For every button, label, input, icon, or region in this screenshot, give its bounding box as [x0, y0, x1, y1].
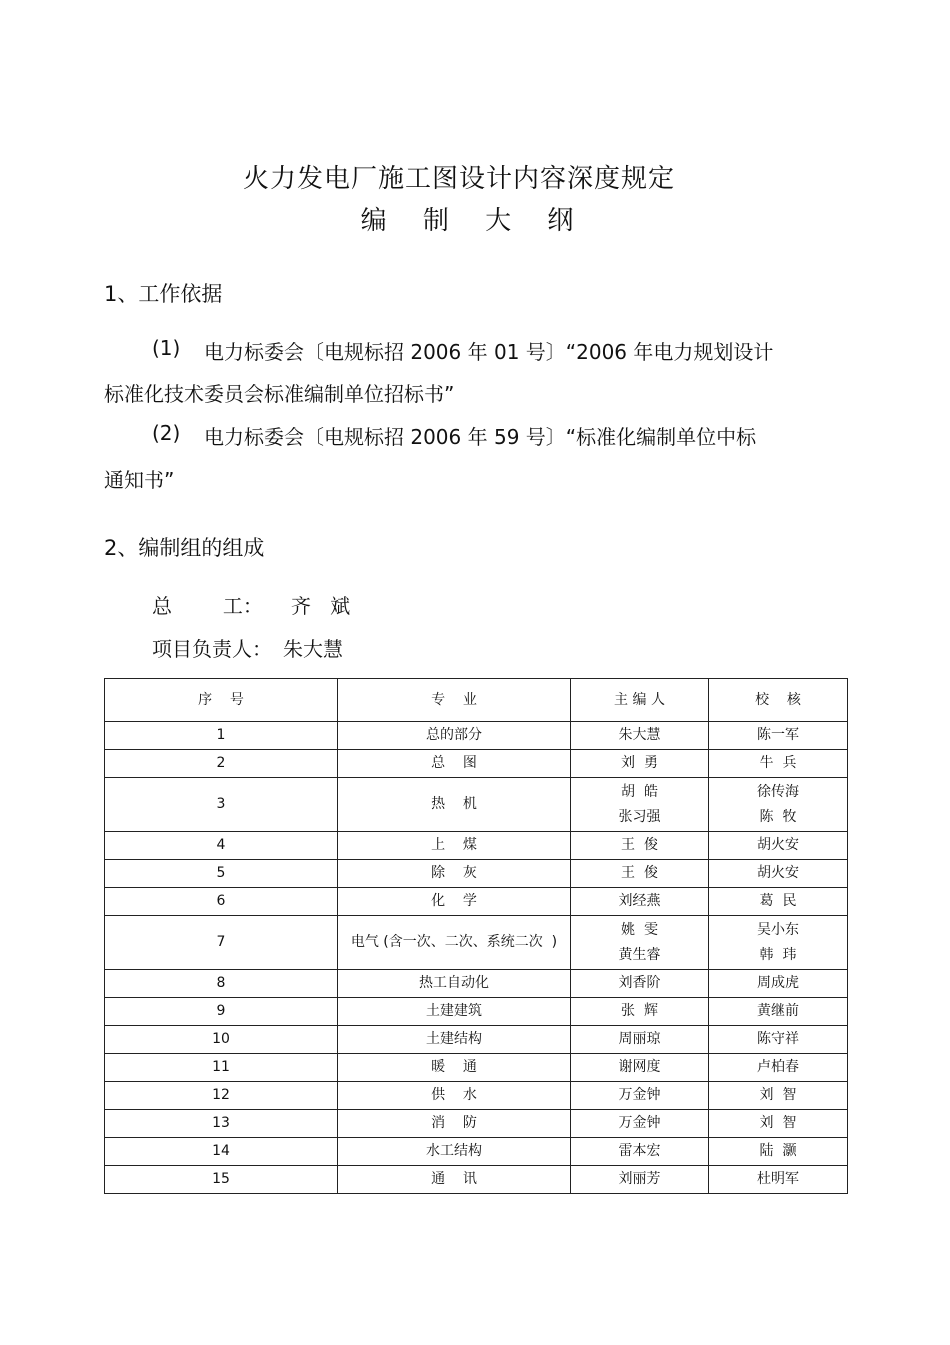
reviewer-name: 陈 牧 [759, 808, 797, 825]
row-chief-editor [571, 1082, 709, 1110]
editor-name: 刘经燕 [618, 893, 661, 910]
header-number: 序 号 [105, 679, 338, 722]
reviewer-name: 黄继前 [757, 1003, 799, 1020]
editor-name: 朱大慧 [618, 727, 661, 744]
reviewer-name: 陆 灏 [759, 1143, 797, 1160]
row-specialty: 上 煤 [338, 832, 571, 860]
project-lead-name: 朱大慧 [283, 637, 343, 661]
table-row [105, 778, 848, 832]
row-number: 9 [105, 998, 338, 1026]
basis-item-1-number: (1) [152, 336, 181, 360]
table-row [105, 860, 848, 888]
row-number: 8 [105, 970, 338, 998]
editor-name: 雷本宏 [618, 1143, 661, 1160]
table-row [105, 1110, 848, 1138]
basis-item-2-number: (2) [152, 421, 181, 445]
row-chief-editor [571, 970, 709, 998]
table-row [105, 916, 848, 970]
row-reviewer [709, 970, 848, 998]
row-specialty: 化 学 [338, 888, 571, 916]
table-row [105, 998, 848, 1026]
reviewer-name: 陈守祥 [757, 1031, 799, 1048]
row-specialty: 通 讯 [338, 1166, 571, 1194]
editor-name: 周丽琼 [618, 1031, 661, 1048]
row-number: 10 [105, 1026, 338, 1054]
editor-name: 万金钟 [618, 1115, 661, 1132]
table-row [105, 888, 848, 916]
editor-name: 刘丽芳 [618, 1171, 661, 1188]
document-subtitle: 编 制 大 纲 [360, 206, 588, 236]
row-number: 5 [105, 860, 338, 888]
editor-name: 黄生睿 [618, 946, 661, 963]
row-number: 11 [105, 1054, 338, 1082]
editor-name: 姚 雯 [621, 922, 658, 939]
editor-name: 万金钟 [618, 1087, 661, 1104]
table-header-row [105, 679, 848, 722]
row-chief-editor [571, 778, 709, 832]
row-reviewer [709, 778, 848, 832]
table-row [105, 1166, 848, 1194]
row-number: 15 [105, 1166, 338, 1194]
row-number: 6 [105, 888, 338, 916]
row-specialty: 土建建筑 [338, 998, 571, 1026]
editor-name: 谢网度 [618, 1059, 661, 1076]
header-specialty: 专 业 [338, 679, 571, 722]
row-number: 2 [105, 750, 338, 778]
row-chief-editor [571, 1026, 709, 1054]
header-chief-editor: 主 编 人 [571, 679, 709, 722]
row-chief-editor [571, 1054, 709, 1082]
reviewer-name: 周成虎 [757, 975, 799, 992]
editor-name: 王 俊 [621, 837, 658, 854]
row-specialty: 热 机 [338, 778, 571, 832]
reviewer-name: 杜明军 [757, 1171, 799, 1188]
row-chief-editor [571, 1166, 709, 1194]
row-specialty: 总的部分 [338, 722, 571, 750]
basis-item-2-line2: 通知书” [104, 468, 175, 492]
editor-name: 张习强 [618, 808, 661, 825]
reviewer-name: 徐传海 [757, 784, 799, 801]
row-number: 1 [105, 722, 338, 750]
editor-name: 胡 皓 [621, 784, 658, 801]
basis-item-1-line1: 电力标委会〔电规标招 2006 年 01 号〕“2006 年电力规划设计 [204, 340, 774, 364]
table-row [105, 970, 848, 998]
row-chief-editor [571, 916, 709, 970]
row-reviewer [709, 832, 848, 860]
row-reviewer [709, 722, 848, 750]
row-number: 13 [105, 1110, 338, 1138]
row-reviewer [709, 998, 848, 1026]
row-specialty: 暖 通 [338, 1054, 571, 1082]
editor-name: 刘香阶 [618, 975, 661, 992]
basis-item-1-line2: 标准化技术委员会标准编制单位招标书” [104, 382, 455, 406]
row-number: 3 [105, 778, 338, 832]
row-specialty: 除 灰 [338, 860, 571, 888]
row-reviewer [709, 1138, 848, 1166]
basis-item-2-line1: 电力标委会〔电规标招 2006 年 59 号〕“标准化编制单位中标 [204, 425, 757, 449]
row-specialty: 电气 (含一次、二次、系统二次 ) [338, 916, 571, 970]
row-chief-editor [571, 860, 709, 888]
reviewer-name: 胡火安 [757, 865, 799, 882]
reviewer-name: 葛 民 [759, 893, 797, 910]
document-title: 火力发电厂施工图设计内容深度规定 [242, 164, 675, 194]
row-reviewer [709, 1054, 848, 1082]
row-specialty: 供 水 [338, 1082, 571, 1110]
editor-name: 张 辉 [621, 1003, 658, 1020]
staff-table [104, 678, 848, 1194]
table-row [105, 1026, 848, 1054]
row-reviewer [709, 916, 848, 970]
row-chief-editor [571, 750, 709, 778]
row-reviewer [709, 1166, 848, 1194]
row-chief-editor [571, 1138, 709, 1166]
reviewer-name: 吴小东 [757, 922, 799, 939]
row-reviewer [709, 750, 848, 778]
row-chief-editor [571, 832, 709, 860]
table-row [105, 1054, 848, 1082]
table-row [105, 750, 848, 778]
row-reviewer [709, 1082, 848, 1110]
row-number: 7 [105, 916, 338, 970]
reviewer-name: 牛 兵 [759, 755, 797, 772]
header-reviewer: 校 核 [709, 679, 848, 722]
reviewer-name: 韩 玮 [759, 946, 797, 963]
row-number: 14 [105, 1138, 338, 1166]
row-specialty: 总 图 [338, 750, 571, 778]
reviewer-name: 刘 智 [759, 1115, 797, 1132]
reviewer-name: 陈一军 [757, 727, 799, 744]
editor-name: 刘 勇 [621, 755, 658, 772]
section1-heading: 1、工作依据 [104, 282, 223, 306]
reviewer-name: 刘 智 [759, 1087, 797, 1104]
reviewer-name: 卢柏春 [757, 1059, 799, 1076]
reviewer-name: 胡火安 [757, 837, 799, 854]
row-reviewer [709, 888, 848, 916]
row-specialty: 水工结构 [338, 1138, 571, 1166]
row-specialty: 消 防 [338, 1110, 571, 1138]
table-row [105, 832, 848, 860]
row-chief-editor [571, 998, 709, 1026]
project-lead-label: 项目负责人： [152, 637, 272, 661]
row-number: 12 [105, 1082, 338, 1110]
table-row [105, 1138, 848, 1166]
table-row [105, 722, 848, 750]
row-specialty: 热工自动化 [338, 970, 571, 998]
row-reviewer [709, 1110, 848, 1138]
row-reviewer [709, 1026, 848, 1054]
row-chief-editor [571, 722, 709, 750]
row-reviewer [709, 860, 848, 888]
row-chief-editor [571, 888, 709, 916]
row-chief-editor [571, 1110, 709, 1138]
chief-engineer-label: 总 工： [152, 594, 263, 618]
chief-engineer-name: 齐 斌 [291, 594, 351, 618]
editor-name: 王 俊 [621, 865, 658, 882]
row-number: 4 [105, 832, 338, 860]
table-row [105, 1082, 848, 1110]
section2-heading: 2、编制组的组成 [104, 536, 265, 560]
row-specialty: 土建结构 [338, 1026, 571, 1054]
